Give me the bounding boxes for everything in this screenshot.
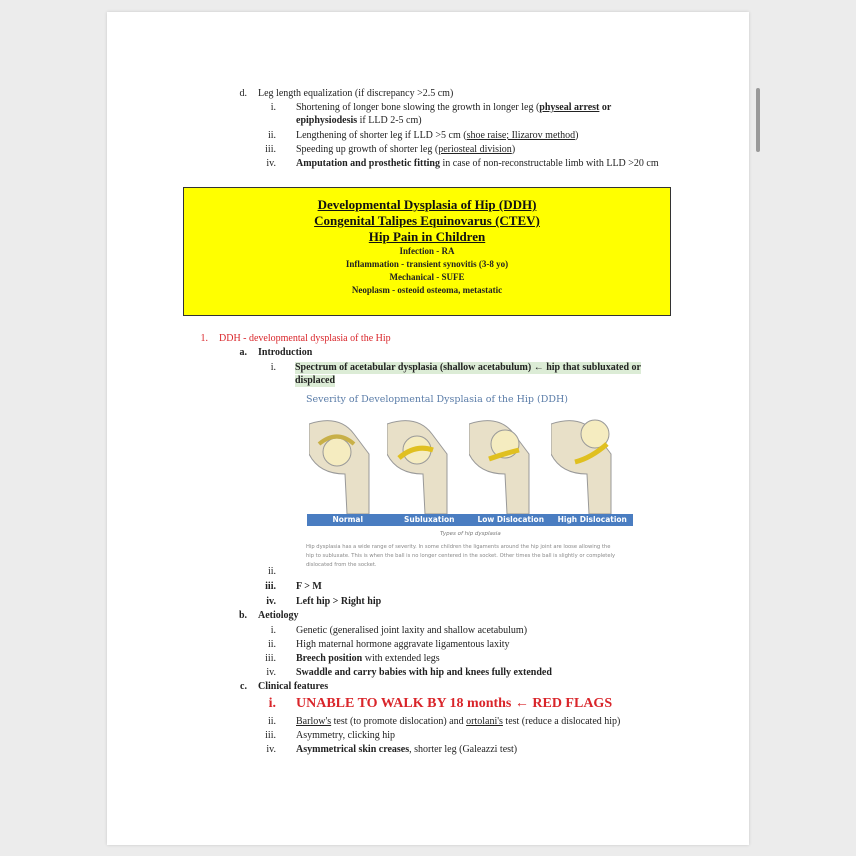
- scrollbar[interactable]: [756, 88, 760, 152]
- list-text: High maternal hormone aggravate ligamentous laxity: [296, 639, 510, 650]
- subsection-title: Introduction: [258, 347, 313, 358]
- topics-box: [183, 187, 671, 316]
- t: shoe raise; Ilizarov method: [466, 130, 576, 141]
- figure-description: Hip dysplasia has a wide range of severity. In some children the ligaments around the hip joint are loose allowing the: [306, 544, 611, 550]
- label-normal: Normal: [332, 515, 364, 524]
- list-num: d.: [239, 88, 247, 99]
- label-high-dislocation: High Dislocation: [557, 515, 627, 524]
- leg-item: [296, 130, 579, 142]
- list-num: i.: [270, 102, 276, 113]
- hip-high-dislocation-illustration: [551, 414, 627, 514]
- box-line: Neoplasm - osteoid osteoma, metastatic: [351, 285, 503, 295]
- list-num: iii.: [265, 144, 276, 155]
- figure-description: dislocated from the socket.: [306, 562, 377, 568]
- list-text: Genetic (generalised joint laxity and shallow acetabulum): [296, 625, 528, 636]
- leg-item: [296, 102, 611, 114]
- list-text: F > M: [296, 581, 322, 592]
- list-num: ii.: [267, 130, 276, 141]
- list-text: [296, 653, 440, 665]
- list-text: [296, 716, 620, 728]
- list-num: i.: [268, 696, 276, 711]
- highlighted-text: displaced: [295, 375, 336, 386]
- leg-item: [296, 158, 659, 170]
- list-num: i.: [270, 625, 276, 636]
- box-line: Mechanical - SUFE: [389, 272, 465, 282]
- t: in case of non-reconstructable limb with LLD >20 cm: [440, 158, 659, 169]
- list-num: iii.: [265, 730, 276, 741]
- list-num: ii.: [267, 639, 276, 650]
- list-text: Left hip > Right hip: [296, 596, 382, 607]
- box-heading: Congenital Talipes Equinovarus (CTEV): [314, 213, 540, 228]
- list-num: i.: [270, 362, 276, 373]
- list-num: ii.: [267, 716, 276, 727]
- list-num: iv.: [266, 596, 276, 607]
- box-line: Inflammation - transient synovitis (3-8 yo): [345, 259, 509, 269]
- t: ortolani's: [466, 716, 503, 727]
- hip-normal-illustration: [309, 414, 385, 514]
- t: , shorter leg (Galeazzi test): [409, 744, 518, 755]
- list-num: iv.: [266, 667, 276, 678]
- t: ): [511, 144, 516, 155]
- highlighted-text: Spectrum of acetabular dysplasia (shallow acetabulum) ← hip that subluxated or: [295, 362, 641, 373]
- label-subluxation: Subluxation: [403, 515, 455, 524]
- t: Breech position: [296, 653, 363, 664]
- box-line: Infection - RA: [399, 246, 455, 256]
- t: with extended legs: [362, 653, 440, 664]
- t: Amputation and prosthetic fitting: [296, 158, 440, 169]
- figure-title: Severity of Developmental Dysplasia of the Hip (DDH): [306, 394, 568, 405]
- t: physeal arrest: [539, 102, 600, 113]
- t: Barlow's: [296, 716, 332, 727]
- subsection-title: Clinical features: [258, 681, 329, 692]
- figure-caption: Types of hip dysplasia: [440, 531, 501, 537]
- t: epiphysiodesis: [296, 115, 358, 126]
- list-num: iii.: [265, 581, 276, 592]
- list-num: iii.: [265, 653, 276, 664]
- label-low-dislocation: Low Dislocation: [477, 515, 545, 524]
- list-num: iv.: [266, 158, 276, 169]
- list-num: c.: [240, 681, 247, 692]
- hip-low-dislocation-illustration: [469, 414, 545, 514]
- list-text: Asymmetry, clicking hip: [296, 730, 396, 741]
- t: or: [599, 102, 612, 113]
- leg-item-cont: [296, 115, 422, 127]
- box-heading: Developmental Dysplasia of Hip (DDH): [317, 197, 537, 212]
- subsection-title: Aetiology: [258, 610, 299, 621]
- list-num: b.: [238, 610, 247, 621]
- t: Asymmetrical skin creases: [296, 744, 410, 755]
- list-text: Swaddle and carry babies with hip and knees fully extended: [296, 667, 552, 678]
- figure-description: hip to subluxate. This is when the ball is no longer centered in the socket. Other times the ball is slightly or completely: [306, 553, 616, 559]
- list-num: 1.: [200, 333, 208, 344]
- section-title: DDH - developmental dysplasia of the Hip: [219, 333, 391, 344]
- t: Lengthening of shorter leg if LLD >5 cm (: [296, 130, 467, 141]
- t: Speeding up growth of shorter leg (: [296, 144, 439, 155]
- t: Shortening of longer bone slowing the growth in longer leg (: [296, 102, 540, 113]
- list-num: ii.: [267, 566, 276, 577]
- list-num: iv.: [266, 744, 276, 755]
- t: test (reduce a dislocated hip): [502, 716, 621, 727]
- hip-subluxation-illustration: [387, 414, 463, 514]
- severity-label-bar: [307, 514, 633, 526]
- leg-title: Leg length equalization (if discrepancy >2.5 cm): [258, 88, 454, 99]
- box-heading: Hip Pain in Children: [368, 229, 486, 244]
- list-num: a.: [239, 347, 247, 358]
- red-flag-text: UNABLE TO WALK BY 18 months ← RED FLAGS: [296, 696, 613, 711]
- t: if LLD 2-5 cm): [357, 115, 422, 126]
- t: ): [575, 130, 579, 141]
- list-text: [296, 744, 517, 756]
- leg-item: [296, 144, 515, 156]
- hip-dysplasia-figure: [307, 410, 633, 528]
- t: test (to promote dislocation) and: [331, 716, 467, 727]
- t: periosteal division: [438, 144, 512, 155]
